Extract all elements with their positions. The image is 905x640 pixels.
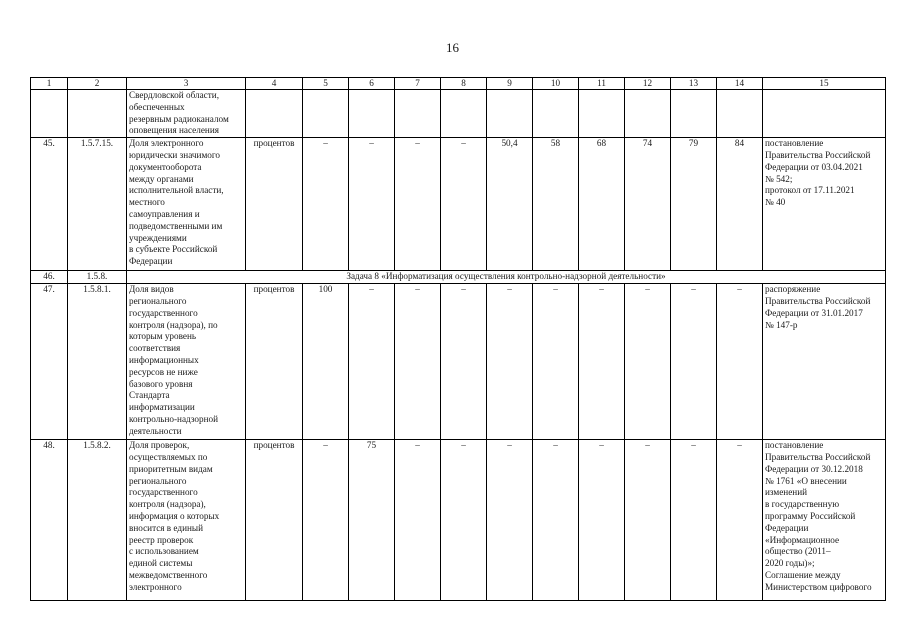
- value-cell: –: [625, 284, 671, 440]
- row-code: 1.5.7.15.: [68, 138, 127, 271]
- value-cell: –: [671, 440, 717, 601]
- table-cell: [303, 90, 349, 138]
- indicator-name: Доля видов регионального государственного контроля (надзора), по которым уровень соответствия информационных ресурсов не ниже базового уровня Стандарта информатизации контрольно-надзорной деятельности: [129, 284, 219, 436]
- value-cell: –: [579, 284, 625, 440]
- value-cell: –: [579, 440, 625, 601]
- value-cell: –: [349, 138, 395, 271]
- row-number: 47.: [31, 284, 68, 440]
- table-row: [31, 90, 886, 138]
- source-document: постановление Правительства Российской Федерации от 03.04.2021 № 542; протокол от 17.11.2021 № 40: [765, 138, 871, 208]
- value-cell: –: [625, 440, 671, 601]
- table-row: [31, 271, 886, 284]
- value-cell: –: [349, 284, 395, 440]
- table-cell: [246, 90, 303, 138]
- value-cell: 84: [717, 138, 763, 271]
- source-cell: [763, 440, 886, 601]
- column-header: 10: [533, 78, 579, 90]
- page-number: 16: [446, 40, 459, 55]
- unit-cell: процентов: [246, 440, 303, 601]
- task-heading: Задача 8 «Информатизация осуществления контрольно-надзорной деятельности»: [127, 271, 886, 284]
- value-cell: –: [303, 138, 349, 271]
- value-cell: 75: [349, 440, 395, 601]
- indicator-name: Свердловской области, обеспеченных резервным радиоканалом оповещения населения: [129, 90, 229, 136]
- value-cell: –: [533, 284, 579, 440]
- row-number: 48.: [31, 440, 68, 601]
- value-cell: –: [303, 440, 349, 601]
- value-cell: 58: [533, 138, 579, 271]
- row-number: 46.: [31, 271, 68, 284]
- value-cell: –: [717, 284, 763, 440]
- column-header: 2: [68, 78, 127, 90]
- table-cell: [487, 90, 533, 138]
- column-header: 1: [31, 78, 68, 90]
- table-cell: [68, 90, 127, 138]
- value-cell: –: [717, 440, 763, 601]
- column-header: 14: [717, 78, 763, 90]
- table-row: [31, 440, 886, 601]
- column-header: 3: [127, 78, 246, 90]
- table-cell: [395, 90, 441, 138]
- value-cell: 79: [671, 138, 717, 271]
- value-cell: –: [441, 440, 487, 601]
- value-cell: –: [533, 440, 579, 601]
- value-cell: 50,4: [487, 138, 533, 271]
- table-cell: [671, 90, 717, 138]
- value-cell: 68: [579, 138, 625, 271]
- column-header: 4: [246, 78, 303, 90]
- column-header: 5: [303, 78, 349, 90]
- value-cell: –: [487, 440, 533, 601]
- value-cell: –: [395, 284, 441, 440]
- column-header: 7: [395, 78, 441, 90]
- row-code: 1.5.8.1.: [68, 284, 127, 440]
- column-header: 13: [671, 78, 717, 90]
- table-cell: [763, 90, 886, 138]
- value-cell: –: [671, 284, 717, 440]
- table-cell: [31, 90, 68, 138]
- column-header: 12: [625, 78, 671, 90]
- table-cell: [441, 90, 487, 138]
- indicator-name: Доля проверок, осуществляемых по приоритетным видам регионального государственного контроля (надзора), информация о которых вносится в единый реестр проверок с использованием единой системы межведомственного электронного: [129, 440, 220, 592]
- value-cell: –: [441, 138, 487, 271]
- source-cell: [763, 138, 886, 271]
- table-header-row: [31, 78, 886, 90]
- source-document: постановление Правительства Российской Федерации от 30.12.2018 № 1761 «О внесении изменений в государственную программу Российской Федерации «Информационное общество (2011– 2020 годы)»; Соглашение между Министерством цифрового: [765, 440, 872, 592]
- indicator-name: Доля электронного юридически значимого документооборота между органами исполнительной власти, местного самоуправления и подведомственными им учреждениями в субъекте Российской Федерации: [129, 138, 224, 267]
- value-cell: –: [487, 284, 533, 440]
- value-cell: –: [441, 284, 487, 440]
- value-cell: 74: [625, 138, 671, 271]
- indicator-name-cell: [127, 284, 246, 440]
- unit-cell: процентов: [246, 138, 303, 271]
- column-header: 9: [487, 78, 533, 90]
- column-header: 11: [579, 78, 625, 90]
- value-cell: 100: [303, 284, 349, 440]
- column-header: 8: [441, 78, 487, 90]
- row-code: 1.5.8.: [68, 271, 127, 284]
- table-row: [31, 284, 886, 440]
- column-header: 15: [763, 78, 886, 90]
- column-header: 6: [349, 78, 395, 90]
- table-cell: [579, 90, 625, 138]
- indicator-name-cell: [127, 138, 246, 271]
- row-number: 45.: [31, 138, 68, 271]
- value-cell: –: [395, 440, 441, 601]
- value-cell: –: [395, 138, 441, 271]
- source-cell: [763, 284, 886, 440]
- indicator-name-cell: [127, 440, 246, 601]
- unit-cell: процентов: [246, 284, 303, 440]
- table-cell: [349, 90, 395, 138]
- table-cell: [717, 90, 763, 138]
- indicator-name-cell: [127, 90, 246, 138]
- source-document: распоряжение Правительства Российской Федерации от 31.01.2017 № 147-р: [765, 284, 871, 330]
- row-code: 1.5.8.2.: [68, 440, 127, 601]
- table-cell: [625, 90, 671, 138]
- indicators-table: [30, 77, 886, 601]
- table-cell: [533, 90, 579, 138]
- table-row: [31, 138, 886, 271]
